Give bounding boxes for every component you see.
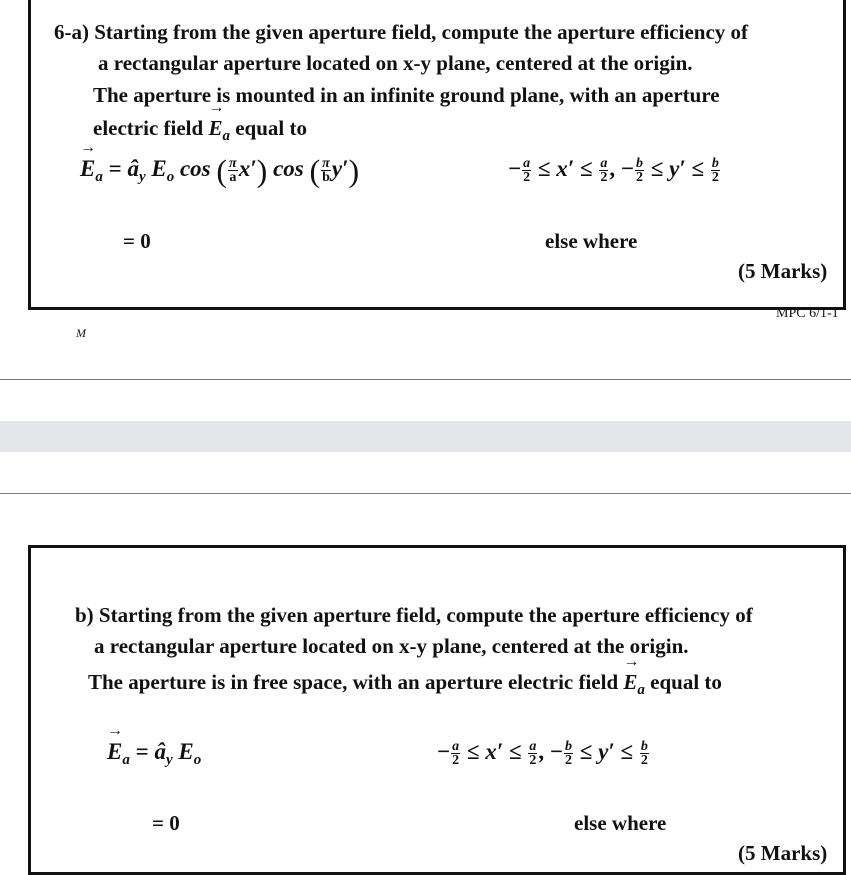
question-a-line-1: 6-a) Starting from the given aperture field, compute the aperture efficiency of [54,20,749,44]
eq-amplitude: E [145,156,167,181]
range-b-leq-1: ≤ [461,739,486,764]
eq-b-unit-sub: y [165,752,173,768]
question-b-line-3-tail: equal to [644,670,722,694]
frac-pi-2: π [322,156,330,172]
eq-b-amplitude: E [172,739,194,764]
eq-b-lhs-sub: a [122,752,130,768]
else-where-b: else where [574,811,667,835]
range-a-leq-4: ≤ [685,156,710,181]
question-a-line-4-text: electric field [93,116,209,140]
frac-a-1: a [229,170,237,186]
frac-pi-1: π [229,156,237,172]
question-a-line-4 [93,116,307,144]
question-a-line-2: a rectangular aperture located on x-y plane, centered at the origin. [98,51,693,75]
cos-1: cos [174,156,217,181]
question-b-line-1: b) Starting from the given aperture field, compute the aperture efficiency of [75,603,753,627]
range-b-minus-1: − [437,739,451,764]
page-divider-bottom [0,493,851,494]
question-a-line-3: The aperture is mounted in an infinite ground plane, with an aperture [93,83,720,107]
eq-b-amp-sub: o [193,752,202,768]
eq-b-equals: = [129,739,155,764]
range-b-yp: y′ [598,739,615,764]
range-b-comma: , [538,739,545,764]
question-b-box [28,545,846,875]
range-a-leq-2: ≤ [574,156,599,181]
range-a-xp: x′ [556,156,575,181]
aperture-field-equation-a: → $E_a$ = $â_y$ $E_o$ cos ( $\frac{\pi}{a}$ x′) cos ( $\frac{\pi}{b}$ y′) [80,156,359,184]
range-a-minus-1: − [508,156,522,181]
field-vector-symbol: → E [208,116,222,141]
eq-unit-vector: â [127,156,139,181]
page-initial: M [76,326,86,340]
range-b-leq-2: ≤ [503,739,528,764]
field-subscript-b: a [637,682,645,698]
x-prime: x′ [238,156,257,181]
range-a-leq-1: ≤ [532,156,557,181]
eq-unit-sub: y [138,169,146,185]
page-reference: MPC 6/1-1 [776,306,839,321]
range-b-leq-3: ≤ [573,739,599,764]
range-a-yp: y′ [669,156,686,181]
marks-a: (5 Marks) [738,259,828,283]
marks-b: (5 Marks) [738,841,828,865]
aperture-field-equation-b [107,739,202,768]
range-a-comma: , [609,156,616,181]
eq-lhs: → E [80,156,95,182]
page-gap [0,421,851,452]
field-subscript: a [222,128,230,144]
cos-2: cos [267,156,310,181]
else-where-a: else where [545,229,638,253]
y-prime: y′ [331,156,349,181]
range-b-xp: x′ [485,739,504,764]
zero-line-b: = 0 [152,811,180,835]
range-condition-a: − $\frac{a}{2}$ ≤ x′ ≤ $\frac{a}{2}$ , − $\frac{b}{2}$ ≤ y′ ≤ $\frac{b}{2}$ [508,156,719,186]
range-condition-b: − $\frac{a}{2}$ ≤ x′ ≤ $\frac{a}{2}$ , − $\frac{b}{2}$ ≤ y′ ≤ $\frac{b}{2}$ [437,739,648,769]
range-a-leq-3: ≤ [644,156,670,181]
question-a-line-4-tail: equal to [229,116,307,140]
page-divider-top [0,379,851,380]
question-b-line-2: a rectangular aperture located on x-y plane, centered at the origin. [94,634,689,658]
range-b-leq-4: ≤ [614,739,639,764]
zero-line-a: = 0 [123,229,151,253]
eq-equals: = [102,156,128,181]
question-b-line-3-text: The aperture is in free space, with an aperture electric field [88,670,624,694]
eq-lhs-sub: a [95,169,103,185]
field-vector-symbol-b: → E [623,670,637,695]
question-b-line-3 [88,670,722,698]
eq-b-unit-vector: â [154,739,166,764]
eq-amp-sub: o [166,169,175,185]
range-b-minus-2: − [549,739,563,764]
question-a-box [28,0,846,310]
range-a-minus-2: − [620,156,634,181]
frac-b-1: b [322,170,330,186]
eq-b-lhs: → E [107,739,122,765]
